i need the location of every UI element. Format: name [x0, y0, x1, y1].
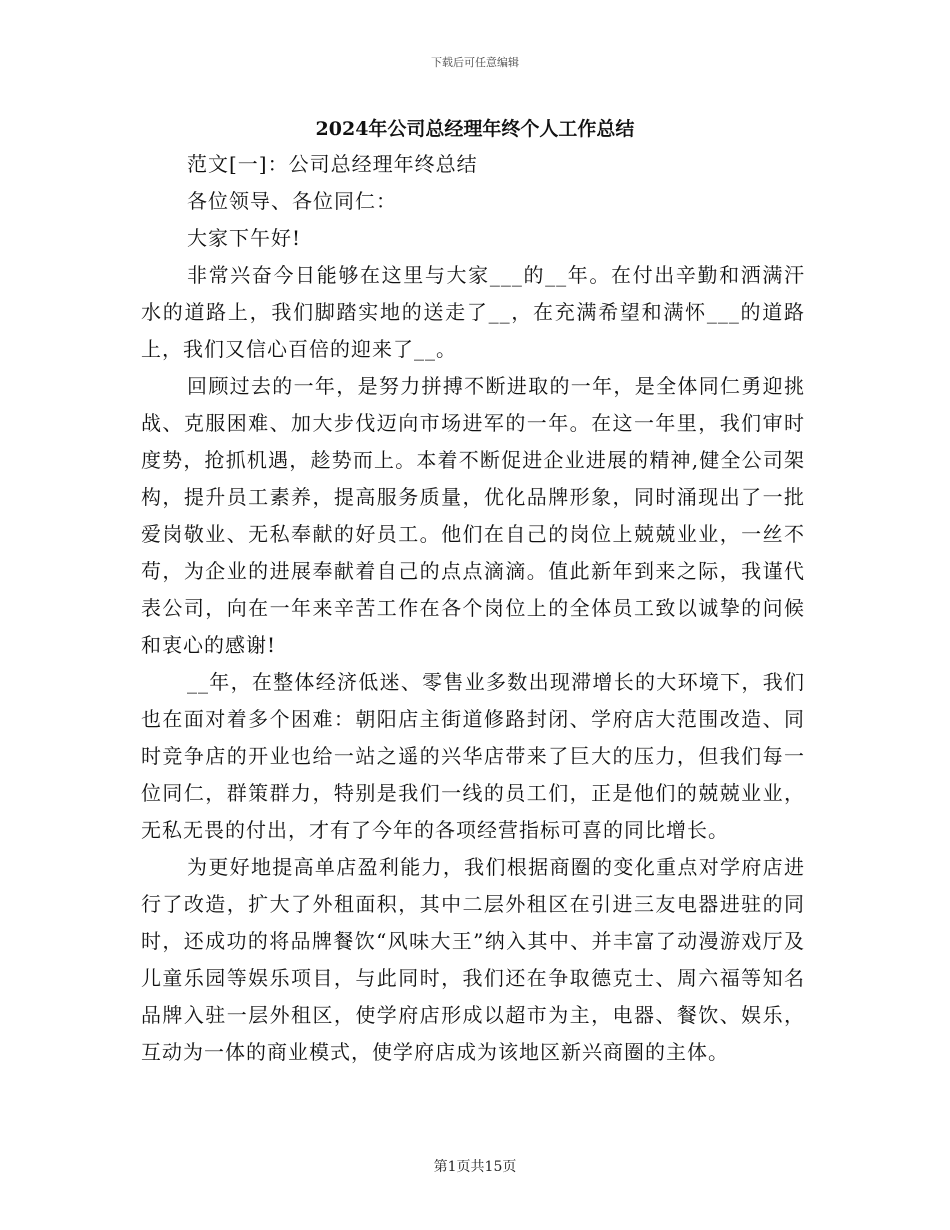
paragraph-challenges: __年，在整体经济低迷、零售业多数出现滞增长的大环境下，我们也在面对着多个困难：朝阳店主街道修路封闭、学府店大范围改造、同时竞争店的开业也给一站之遥的兴华店带来了巨大的压力，但我们每一位同仁，群策群力，特别是我们一线的员工们，正是他们的兢兢业业，无私无畏的付出，才有了今年的各项经营指标可喜的同比增长。: [141, 670, 805, 842]
paragraph-opening: 非常兴奋今日能够在这里与大家___的__年。在付出辛勤和洒满汗水的道路上，我们脚踏实地的送走了__，在充满希望和满怀___的道路上，我们又信心百倍的迎来了__。: [141, 263, 805, 361]
document-body: [141, 146, 805, 1071]
paragraph-store-renovation: 为更好地提高单店盈利能力，我们根据商圈的变化重点对学府店进行了改造，扩大了外租面积，其中二层外租区在引进三友电器进驻的同时，还成功的将品牌餐饮“风味大王”纳入其中、并丰富了动漫游戏厅及儿童乐园等娱乐项目，与此同时，我们还在争取德克士、周六福等知名品牌入驻一层外租区，使学府店形成以超市为主，电器、餐饮、娱乐，互动为一体的商业模式，使学府店成为该地区新兴商圈的主体。: [141, 855, 805, 1064]
page-header-note: 下载后可任意编辑: [431, 56, 519, 69]
paragraph-review: 回顾过去的一年，是努力拼搏不断进取的一年，是全体同仁勇迎挑战、克服困难、加大步伐迈向市场进军的一年。在这一年里，我们审时度势，抢抓机遇，趁势而上。本着不断促进企业进展的精神,健全公司架构，提升员工素养，提高服务质量，优化品牌形象，同时涌现出了一批爱岗敬业、无私奉献的好员工。他们在自己的岗位上兢兢业业，一丝不苟，为企业的进展奉献着自己的点点滴滴。值此新年到来之际，我谨代表公司，向在一年来辛苦工作在各个岗位上的全体员工致以诚挚的问候和衷心的感谢!: [141, 374, 805, 657]
paragraph-sample-heading: 范文[一]：公司总经理年终总结: [187, 152, 478, 176]
document-title: 2024年公司总经理年终个人工作总结: [315, 118, 635, 140]
paragraph-greeting: 大家下午好!: [187, 226, 302, 250]
page-number: 第1页共15页: [433, 1159, 517, 1175]
paragraph-salutation: 各位领导、各位同仁：: [187, 189, 397, 213]
